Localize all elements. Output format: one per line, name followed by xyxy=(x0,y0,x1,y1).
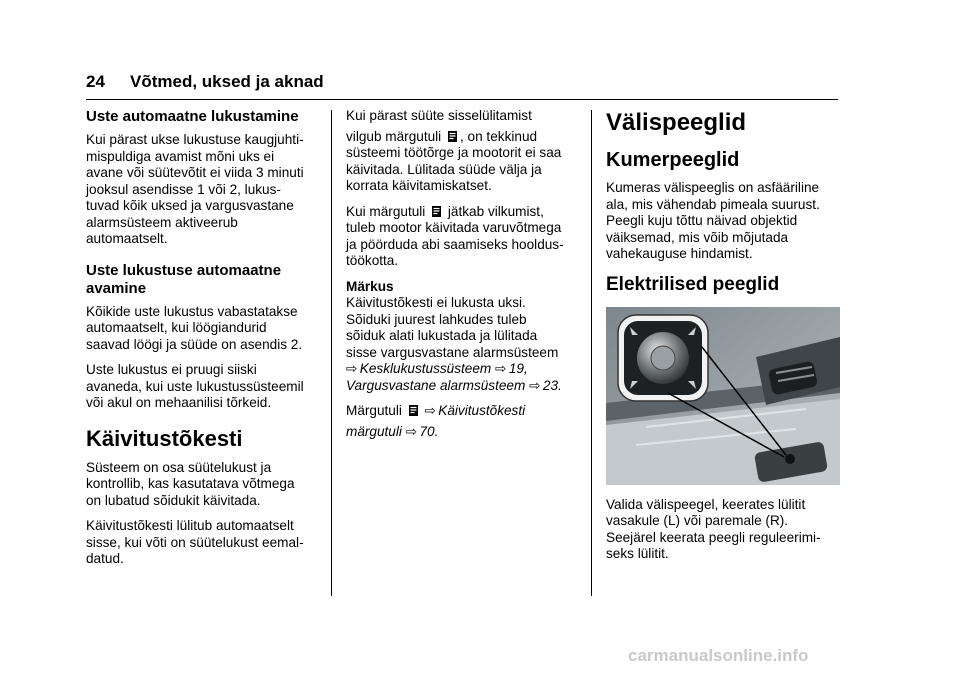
auto-lock-paragraph xyxy=(86,132,322,248)
note-label: Märkus xyxy=(346,278,394,294)
text-line: vasakule (L) või paremale (R). xyxy=(606,513,789,528)
xref-arrow-icon: ⇨ xyxy=(495,361,507,376)
heading-line: avamine xyxy=(86,279,147,297)
xref-arrow-icon: ⇨ xyxy=(529,377,541,393)
text-line: automaatselt, kui löögiandurid xyxy=(86,320,267,335)
text-line: kontrollib, kas kasutatava võtmega xyxy=(86,476,295,491)
column-divider-2 xyxy=(591,110,592,596)
text-line: on lubatud sõidukit käivitada. xyxy=(86,492,261,508)
text-line: Valida välispeegel, keerates lülitit xyxy=(606,496,806,512)
text-line: väiksemad, mis võib mõjutada xyxy=(606,229,789,245)
text-line: sisse, kui võti on süütelukust eemal- xyxy=(86,534,304,550)
column-2 xyxy=(346,108,582,449)
electric-mirrors-paragraph xyxy=(606,497,840,563)
xref-page[interactable]: 19 xyxy=(508,361,524,376)
column-3 xyxy=(606,108,840,572)
page-header xyxy=(86,72,838,100)
text-line: sõiduk alati lukustada ja lülitada xyxy=(346,328,538,343)
text-line: Kõikide uste lukustus vabastatakse xyxy=(86,303,298,319)
text-line: mispuldiga avamist mõni uks ei xyxy=(86,148,275,164)
text-line: vahekauguse hindamist. xyxy=(606,246,753,261)
text-line: tuleb mootor käivitada varuvõtmega xyxy=(346,220,562,235)
unlock-paragraph-2 xyxy=(86,362,322,412)
text-line: datud. xyxy=(86,551,124,566)
text-line: seks lülitit. xyxy=(606,546,669,561)
text-line: saavad löögi ja süüde on asendis 2. xyxy=(86,336,303,352)
heading-exterior-mirrors: Välispeeglid xyxy=(606,109,747,136)
text-line: ala, mis vähendab pimeala suurust. xyxy=(606,196,820,212)
mirror-switch-image xyxy=(606,307,840,485)
text-line: automaatselt. xyxy=(86,231,168,246)
text-line: jooksul asendisse 1 või 2, lukus- xyxy=(86,181,281,197)
chapter-title: Võtmed, uksed ja aknad xyxy=(130,72,324,91)
page-number: 24 xyxy=(86,72,105,91)
immobiliser-paragraph-4 xyxy=(346,204,582,270)
text-line: Kui pärast ukse lukustuse kaugjuhti- xyxy=(86,132,304,147)
text-line: Peegli kuju tõttu näivad objektid xyxy=(606,213,798,228)
text-line: või akul on mehaanilisi tõrkeid. xyxy=(86,395,272,410)
watermark: carmanualsonline.info xyxy=(628,646,809,665)
heading-auto-lock: Uste automaatne lukustamine xyxy=(86,108,299,125)
mirror-switch-illustration xyxy=(606,307,840,485)
text-line: Kumeras välispeeglis on asfääriline xyxy=(606,180,820,195)
text-line: alarmsüsteem aktiveerub xyxy=(86,214,238,230)
column-1 xyxy=(86,108,322,577)
text-line: sisse vargusvastane alarmsüsteem xyxy=(346,344,559,360)
immobiliser-paragraph-1 xyxy=(86,460,322,510)
heading-auto-unlock xyxy=(86,262,322,298)
xref-arrow-icon: ⇨ xyxy=(405,423,418,439)
text-line: Uste lukustus ei pruugi siiski xyxy=(86,362,257,377)
heading-electric-mirrors: Elektrilised peeglid xyxy=(606,273,780,295)
immobiliser-lamp-icon xyxy=(430,205,443,218)
text-line: Sõiduki juurest lahkudes tuleb xyxy=(346,311,527,327)
text-line: Süsteem on osa süütelukust ja xyxy=(86,459,272,475)
column-divider-1 xyxy=(331,110,332,596)
note-paragraph xyxy=(346,295,582,394)
text-line: Kui pärast süüte sisselülitamist xyxy=(346,108,532,123)
xref-link-lamp[interactable]: märgutuli xyxy=(346,423,402,439)
text-line: Käivitustõkesti lülitub automaatselt xyxy=(86,518,294,533)
text-line: märgutuli ⇨ 70. xyxy=(346,423,439,439)
xref-link-central-locking[interactable]: Kesklukustussüsteem xyxy=(359,361,492,376)
xref-link-anti-theft-alarm[interactable]: Vargusvastane alarmsüsteem xyxy=(346,377,526,393)
text-line: Vargusvastane alarmsüsteem ⇨ 23. xyxy=(346,377,562,393)
text-fragment: Kui märgutuli xyxy=(346,203,426,219)
xref-link-immobiliser[interactable]: Käivitustõkesti xyxy=(438,403,526,418)
lamp-reference xyxy=(346,403,582,440)
text-line: töökotta. xyxy=(346,253,399,268)
xref-page[interactable]: 70 xyxy=(419,423,435,439)
text-line xyxy=(346,204,582,221)
text-line: Käivitustõkesti ei lukusta uksi. xyxy=(346,295,526,310)
text-line: korrata käivitamiskatset. xyxy=(346,178,492,193)
text-line: avane või süütevõtit ei viida 3 minuti xyxy=(86,165,304,180)
text-line: süsteemi töötõrge ja mootorit ei saa xyxy=(346,145,562,160)
text-line: Seejärel keerata peegli reguleerimi- xyxy=(606,529,821,545)
heading-immobiliser: Käivitustõkesti xyxy=(86,425,243,451)
text-line: tuvad kõik uksed ja vargusvastane xyxy=(86,198,294,213)
text-line: ja pöörduda abi saamiseks hooldus- xyxy=(346,236,564,252)
immobiliser-lamp-icon xyxy=(446,130,459,143)
text-fragment: Märgutuli xyxy=(346,403,402,418)
text-fragment: , on tekkinud xyxy=(459,128,538,144)
xref-arrow-icon: ⇨ xyxy=(346,361,358,376)
text-line: ⇨ Kesklukustussüsteem ⇨ 19, xyxy=(346,361,528,376)
immobiliser-lamp-icon xyxy=(407,404,420,417)
text-fragment: vilgub märgutuli xyxy=(346,128,442,144)
text-fragment: jätkab vilkumist, xyxy=(447,203,544,219)
text-line: käivitada. Lülitada süüde välja ja xyxy=(346,161,542,177)
text-line: avaneda, kui uste lukustussüsteemil xyxy=(86,378,304,394)
text-line xyxy=(346,403,582,420)
convex-paragraph xyxy=(606,180,840,263)
xref-arrow-icon: ⇨ xyxy=(424,403,436,418)
heading-convex-mirrors: Kumerpeeglid xyxy=(606,149,740,171)
text-line xyxy=(346,129,582,146)
unlock-paragraph-1 xyxy=(86,304,322,354)
heading-line: Uste lukustuse automaatne xyxy=(86,261,282,279)
immobiliser-paragraph-3 xyxy=(346,108,582,195)
immobiliser-paragraph-2 xyxy=(86,518,322,568)
xref-page[interactable]: 23 xyxy=(542,377,559,393)
